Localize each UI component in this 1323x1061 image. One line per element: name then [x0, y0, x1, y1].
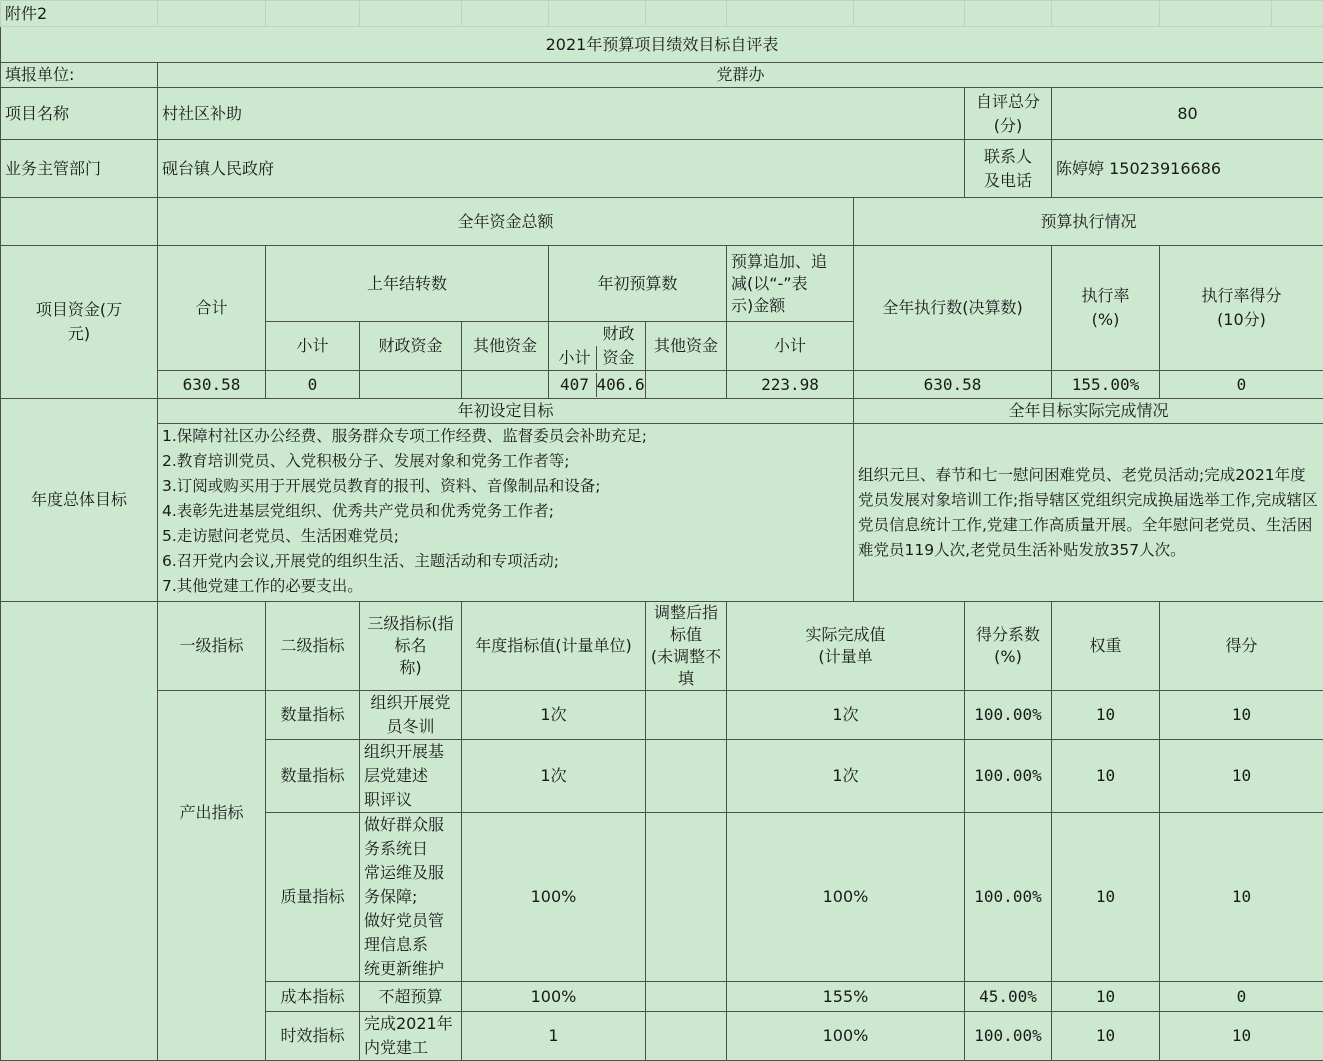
set-goal-item: 5.走访慰问老党员、生活困难党员;: [162, 524, 849, 549]
indicator-coef[interactable]: 100.00%: [965, 740, 1052, 813]
indicator-weight[interactable]: 10: [1052, 813, 1160, 982]
weight-header[interactable]: 权重: [1052, 602, 1160, 691]
indicator-score[interactable]: 0: [1160, 982, 1323, 1012]
indicator-coef[interactable]: 100.00%: [965, 813, 1052, 982]
set-goal-list[interactable]: [158, 424, 854, 602]
indicator-annual[interactable]: 1: [462, 1012, 646, 1061]
indicator-adjusted[interactable]: [646, 740, 727, 813]
carry-subtotal-value[interactable]: 0: [266, 371, 360, 399]
indicator-score[interactable]: 10: [1160, 1012, 1323, 1061]
level2-header[interactable]: 二级指标: [266, 602, 360, 691]
indicator-level3[interactable]: 完成2021年内党建工: [360, 1012, 462, 1061]
indicator-annual[interactable]: 1次: [462, 740, 646, 813]
adjusted-value-header[interactable]: 调整后指标值 (未调整不填: [646, 602, 727, 691]
indicator-annual[interactable]: 100%: [462, 813, 646, 982]
output-indicator-group[interactable]: 产出指标: [158, 691, 266, 1061]
total-score[interactable]: 80: [1052, 88, 1323, 140]
contact-label[interactable]: 联系人 及电话: [965, 140, 1052, 198]
project-name-label[interactable]: 项目名称: [1, 88, 158, 140]
department-value[interactable]: 砚台镇人民政府: [158, 140, 965, 198]
level3-header[interactable]: 三级指标(指标名 称): [360, 602, 462, 691]
total-funds-header[interactable]: 全年资金总额: [158, 198, 854, 246]
indicator-level2[interactable]: 质量指标: [266, 813, 360, 982]
indicator-level2[interactable]: 时效指标: [266, 1012, 360, 1061]
set-goal-item: 7.其他党建工作的必要支出。: [162, 574, 849, 599]
indicator-adjusted[interactable]: [646, 1012, 727, 1061]
init-split-label[interactable]: [549, 322, 646, 371]
indicator-actual[interactable]: 1次: [727, 740, 965, 813]
actual-goal-text[interactable]: 组织元旦、春节和七一慰问困难党员、老党员活动;完成2021年度党员发展对象培训工作;指导辖区党组织完成换届选举工作,完成辖区党员信息统计工作,党建工作高质量开展。全年慰问老党员、生活困难党员119人次,老党员生活补贴发放357人次。: [854, 424, 1323, 602]
exec-rate-value[interactable]: 155.00%: [1052, 371, 1160, 399]
init-other-label[interactable]: 其他资金: [646, 322, 727, 371]
indicator-actual[interactable]: 100%: [727, 813, 965, 982]
indicator-level3[interactable]: 做好群众服务系统日 常运维及服务保障; 做好党员管理信息系 统更新维护: [360, 813, 462, 982]
indicator-level3[interactable]: 不超预算: [360, 982, 462, 1012]
carry-subtotal-label[interactable]: 小计: [266, 322, 360, 371]
set-goal-item: 4.表彰先进基层党组织、优秀共产党员和优秀党务工作者;: [162, 499, 849, 524]
indicator-actual[interactable]: 1次: [727, 691, 965, 740]
contact-value[interactable]: 陈婷婷 15023916686: [1052, 140, 1323, 198]
exec-amount-value[interactable]: 630.58: [854, 371, 1052, 399]
indicator-score[interactable]: 10: [1160, 813, 1323, 982]
indicator-annual[interactable]: 1次: [462, 691, 646, 740]
budget-exec-header[interactable]: 预算执行情况: [854, 198, 1323, 246]
init-other-value[interactable]: [646, 371, 727, 399]
unit-value[interactable]: 党群办: [158, 63, 1323, 88]
level1-header[interactable]: 一级指标: [158, 602, 266, 691]
exec-score-label[interactable]: 执行率得分 (10分): [1160, 246, 1323, 371]
adjustment-label[interactable]: 预算追加、追 减(以“-”表 示)金额: [727, 246, 854, 322]
indicator-level2[interactable]: 数量指标: [266, 740, 360, 813]
carry-other-value[interactable]: [462, 371, 549, 399]
indicator-weight[interactable]: 10: [1052, 740, 1160, 813]
adjust-subtotal-label[interactable]: 小计: [727, 322, 854, 371]
unit-label[interactable]: 填报单位:: [1, 63, 158, 88]
init-subtotal-value: 407: [554, 373, 597, 397]
indicator-annual[interactable]: 100%: [462, 982, 646, 1012]
annual-value-header[interactable]: 年度指标值(计量单位): [462, 602, 646, 691]
department-label[interactable]: 业务主管部门: [1, 140, 158, 198]
score-label[interactable]: 自评总分 (分): [965, 88, 1052, 140]
indicator-coef[interactable]: 45.00%: [965, 982, 1052, 1012]
indicator-adjusted[interactable]: [646, 982, 727, 1012]
project-name-value[interactable]: 村社区补助: [158, 88, 965, 140]
annual-goal-label[interactable]: 年度总体目标: [1, 399, 158, 602]
set-goal-item: 1.保障村社区办公经费、服务群众专项工作经费、监督委员会补助充足;: [162, 424, 849, 449]
adjust-subtotal-value[interactable]: 223.98: [727, 371, 854, 399]
project-funds-label[interactable]: 项目资金(万 元): [1, 246, 158, 399]
score-header[interactable]: 得分: [1160, 602, 1323, 691]
set-goal-header[interactable]: 年初设定目标: [158, 399, 854, 424]
indicator-level3[interactable]: 组织开展党员冬训: [360, 691, 462, 740]
indicator-score[interactable]: 10: [1160, 740, 1323, 813]
actual-value-header[interactable]: 实际完成值 (计量单: [727, 602, 965, 691]
carryover-label[interactable]: 上年结转数: [266, 246, 549, 322]
indicator-adjusted[interactable]: [646, 691, 727, 740]
indicator-actual[interactable]: 155%: [727, 982, 965, 1012]
total-value[interactable]: 630.58: [158, 371, 266, 399]
exec-rate-label[interactable]: 执行率 (%): [1052, 246, 1160, 371]
indicator-coef[interactable]: 100.00%: [965, 691, 1052, 740]
init-fiscal-label: 财政资金: [597, 322, 641, 370]
indicator-level3[interactable]: 组织开展基层党建述 职评议: [360, 740, 462, 813]
set-goal-item: 6.召开党内会议,开展党的组织生活、主题活动和专项活动;: [162, 549, 849, 574]
initial-budget-label[interactable]: 年初预算数: [549, 246, 727, 322]
init-subtotal-label: 小计: [554, 346, 597, 370]
carry-other-label[interactable]: 其他资金: [462, 322, 549, 371]
indicator-weight[interactable]: 10: [1052, 982, 1160, 1012]
indicator-level2[interactable]: 成本指标: [266, 982, 360, 1012]
indicator-adjusted[interactable]: [646, 813, 727, 982]
indicator-weight[interactable]: 10: [1052, 1012, 1160, 1061]
indicator-score[interactable]: 10: [1160, 691, 1323, 740]
init-fiscal-value: 406.6: [597, 373, 641, 397]
attachment-label[interactable]: 附件2: [1, 1, 158, 27]
carry-fiscal-label[interactable]: 财政资金: [360, 322, 462, 371]
exec-amount-label[interactable]: 全年执行数(决算数): [854, 246, 1052, 371]
funds-sum-label[interactable]: 合计: [158, 246, 266, 371]
actual-goal-header[interactable]: 全年目标实际完成情况: [854, 399, 1323, 424]
sheet-title[interactable]: 2021年预算项目绩效目标自评表: [1, 27, 1323, 63]
carry-fiscal-value[interactable]: [360, 371, 462, 399]
init-values[interactable]: [549, 371, 646, 399]
coef-header[interactable]: 得分系数 (%): [965, 602, 1052, 691]
set-goal-item: 2.教育培训党员、入党积极分子、发展对象和党务工作者等;: [162, 449, 849, 474]
indicator-level2[interactable]: 数量指标: [266, 691, 360, 740]
exec-score-value[interactable]: 0: [1160, 371, 1323, 399]
indicator-actual[interactable]: 100%: [727, 1012, 965, 1061]
set-goal-item: 3.订阅或购买用于开展党员教育的报刊、资料、音像制品和设备;: [162, 474, 849, 499]
indicator-weight[interactable]: 10: [1052, 691, 1160, 740]
indicator-coef[interactable]: 100.00%: [965, 1012, 1052, 1061]
